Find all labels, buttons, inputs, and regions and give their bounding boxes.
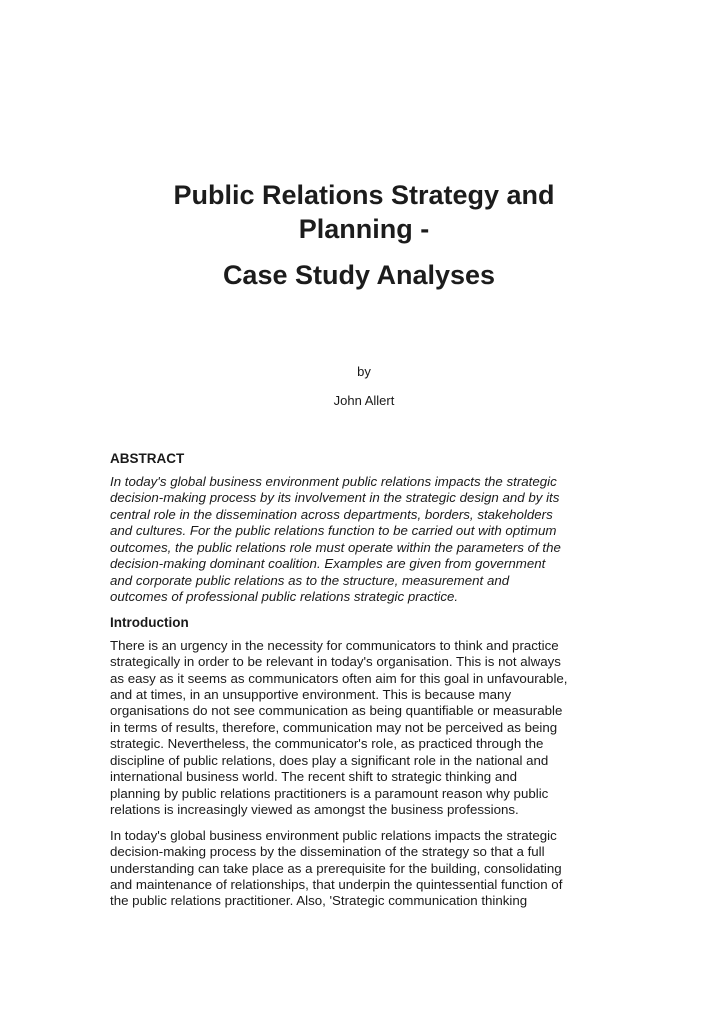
paragraph-line: international business world. The recent shift to strategic thinking and [110, 769, 518, 785]
paragraph-line: understanding can take place as a prerequisite for the building, consolidating [110, 860, 562, 876]
abstract-line: decision-making process by its involvement in the strategic design and by its [110, 490, 560, 506]
paragraph-line: relations is increasingly viewed as amongst the business professions. [110, 802, 519, 818]
introduction-heading: Introduction [110, 614, 189, 630]
introduction-paragraph-2 [110, 828, 620, 910]
abstract-line: and cultures. For the public relations function to be carried out with optimum [110, 523, 557, 539]
byline-by: by [357, 364, 371, 379]
paragraph-line: strategically in order to be relevant in today's organisation. This is not always [110, 654, 561, 670]
paragraph-line: organisations do not see communication as being quantifiable or measurable [110, 703, 563, 719]
paragraph-line: and maintenance of relationships, that underpin the quintessential function of [110, 876, 563, 892]
paragraph-line: in terms of results, therefore, communication may not be perceived as being [110, 719, 558, 735]
paragraph-line: and at times, in an unsupportive environment. This is because many [110, 686, 512, 702]
abstract-line: decision-making dominant coalition. Examples are given from government [110, 556, 546, 572]
title-line-1: Public Relations Strategy and [173, 180, 555, 210]
paragraph-line: There is an urgency in the necessity for communicators to think and practice [110, 637, 559, 653]
paragraph-line: strategic. Nevertheless, the communicator's role, as practiced through the [110, 736, 544, 752]
paragraph-line: discipline of public relations, does play a significant role in the national and [110, 752, 549, 768]
abstract-line: In today's global business environment public relations impacts the strategic [110, 474, 557, 489]
abstract-line: central role in the dissemination across departments, borders, stakeholders [110, 506, 553, 522]
abstract-line: and corporate public relations as to the structure, measurement and [110, 572, 510, 588]
abstract-paragraph [110, 474, 620, 606]
paragraph-line: In today's global business environment public relations impacts the strategic [110, 827, 557, 843]
paragraph-line: planning by public relations practitioners is a paramount reason why public [110, 785, 549, 801]
abstract-line: outcomes of professional public relations strategic practice. [110, 589, 459, 605]
abstract-line: outcomes, the public relations role must operate within the parameters of the [110, 539, 561, 555]
title-line-2: Planning - [298, 214, 430, 244]
introduction-paragraph-1 [110, 638, 620, 819]
document-title [0, 178, 728, 246]
paragraph-line: decision-making process by the dissemination of the strategy so that a full [110, 844, 545, 860]
document-subtitle: Case Study Analyses [222, 260, 496, 290]
abstract-heading: ABSTRACT [110, 451, 185, 466]
document-body [110, 451, 620, 919]
author-name: John Allert [333, 393, 395, 408]
paragraph-line: the public relations practitioner. Also, 'Strategic communication thinking [110, 893, 528, 909]
paragraph-line: as easy as it seems as communicators often aim for this goal in unfavourable, [110, 670, 568, 686]
